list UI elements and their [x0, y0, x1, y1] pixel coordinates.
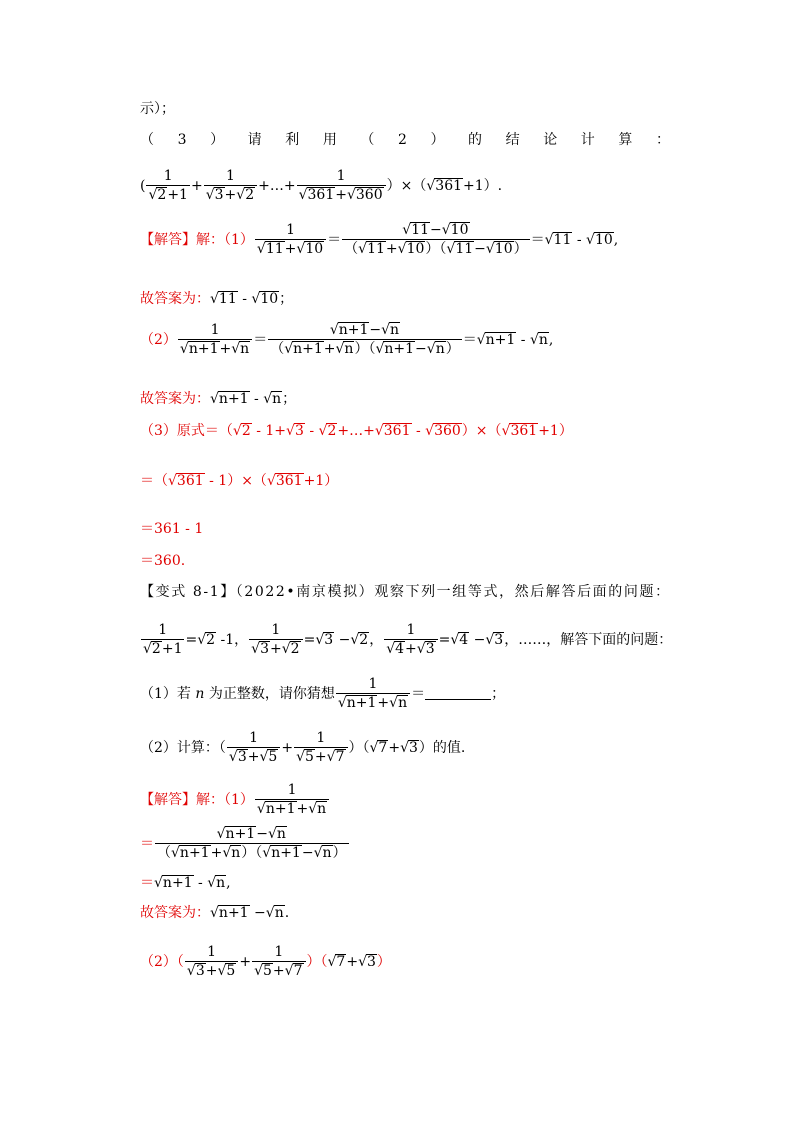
- fraction: $\frac{√n+1-√n}{(√n+1+√n)(√n+1-√n)}$: [270, 322, 460, 357]
- fraction: $\frac{1}{√5+√7}$: [294, 730, 347, 766]
- fraction: $\frac{1}{√n+1+√n}$: [336, 676, 410, 712]
- answer-3-line: （3）原式＝（√2 - 1+√3 - √2+…+√361 - √360）×（√361+1）: [140, 423, 573, 439]
- fraction: $\frac{1}{√n+1+√n}$: [178, 322, 252, 358]
- answer-2-line: （2）（ $\frac{1}{√3+√5}$ + $\frac{1}{√5+√7}$ ）（√7+√3）: [140, 944, 391, 979]
- step-line: ＝360.: [140, 553, 186, 569]
- answer-1-line: 【解答】解：（1） $\frac{1}{√11+√10}$ ＝ $\frac{√11-√10}{(√11+√10)(√11-√10)}$ ＝√11 - √10,: [140, 222, 619, 257]
- fraction: $\frac{1}{√4+√3}$: [384, 622, 437, 658]
- answer-1-line: 【解答】解：（1） $\frac{1}{√n+1+√n}$: [140, 782, 330, 818]
- fraction: $\frac{1}{√n+1+√n}$: [255, 782, 329, 818]
- fraction: $\frac{√n+1-√n}{(√n+1+√n)(√n+1-√n)}$: [157, 826, 347, 861]
- answer-line: 故答案为：√n+1 −√n.: [140, 905, 290, 921]
- fraction: $\frac{1}{√5+√7}$: [252, 944, 305, 980]
- fraction: $\frac{1}{√3+√5}$: [227, 730, 280, 766]
- answer-line: 故答案为：√n+1 - √n；: [140, 391, 297, 407]
- fraction: $\frac{1}{√3+√2}$: [204, 168, 257, 204]
- answer-line: 故答案为：√11 - √10；: [140, 291, 294, 307]
- fraction: $\frac{1}{√2+1}$: [143, 622, 183, 657]
- step-line: ＝√n+1 - √n,: [140, 875, 231, 891]
- answer-2-line: （2） $\frac{1}{√n+1+√n}$ ＝ $\frac{√n+1-√n}{(√n+1+√n)(√n+1-√n)}$ ＝√n+1 - √n,: [140, 322, 554, 357]
- fraction: $\frac{1}{√11+√10}$: [255, 222, 326, 258]
- equations-line: $\frac{1}{√2+1}$ =√2 -1， $\frac{1}{√3+√2}$ =√3 −√2， $\frac{1}{√4+√3}$ =√4 −√3，……，解答下面的问题：: [143, 622, 673, 657]
- formula-line: ( $\frac{1}{√2+1}$ + $\frac{1}{√3+√2}$ +…+ $\frac{1}{√361+√360}$ ）×（√361+1）.: [140, 168, 503, 203]
- fraction: $\frac{1}{√3+√5}$: [185, 944, 238, 980]
- text-line: 示）；: [140, 101, 175, 117]
- question-1-line: （1）若 n 为正整数，请你猜想 $\frac{1}{√n+1+√n}$ ＝ ；: [140, 676, 506, 711]
- question-3-line: （ 3 ） 请 利 用 （ 2 ） 的 结 论 计 算 ：: [140, 132, 670, 148]
- fraction: $\frac{1}{√3+√2}$: [249, 622, 302, 658]
- variant-title: 【变式 8-1】（2022•南京模拟）观察下列一组等式，然后解答后面的问题：: [140, 584, 671, 600]
- step-line: ＝361 - 1: [140, 521, 204, 537]
- step-line: ＝（√361 - 1）×（√361+1）: [140, 473, 339, 489]
- answer-blank: [425, 687, 491, 700]
- step-line: ＝ $\frac{√n+1-√n}{(√n+1+√n)(√n+1-√n)}$: [140, 826, 347, 861]
- fraction: $\frac{√11-√10}{(√11+√10)(√11-√10)}$: [344, 222, 528, 257]
- fraction: $\frac{1}{√2+1}$: [148, 168, 188, 203]
- fraction: $\frac{1}{√361+√360}$: [297, 168, 386, 204]
- question-2-line: （2）计算：（ $\frac{1}{√3+√5}$ + $\frac{1}{√5+√7}$ ）（√7+√3）的值.: [140, 730, 466, 765]
